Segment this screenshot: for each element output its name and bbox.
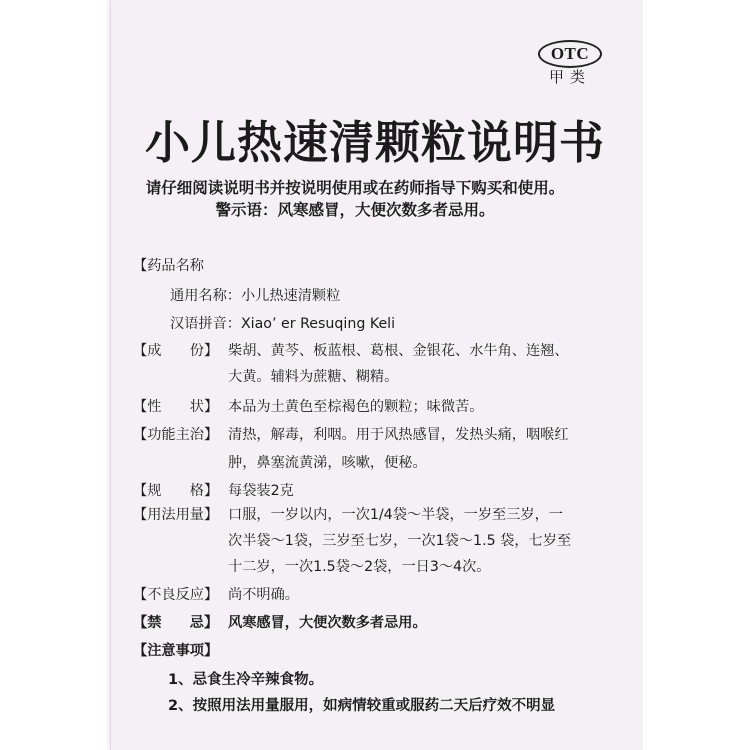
ingredients-text-2: 大黄。辅料为蔗糖、糊精。 bbox=[228, 369, 399, 385]
contraindications-text: 风寒感冒，大便次数多者忌用。 bbox=[228, 615, 427, 631]
otc-class-label: 甲类 bbox=[549, 68, 592, 86]
precautions-heading: 【注意事项】 bbox=[133, 643, 219, 659]
pinyin-name: 汉语拼音：Xiao’ er Resuqing Keli bbox=[170, 316, 396, 332]
properties-text: 本品为土黄色至棕褐色的颗粒；味微苦。 bbox=[228, 399, 484, 415]
dosage-text-2: 次半袋～1袋，三岁至七岁，一次1袋～1.5 袋，七岁至 bbox=[228, 533, 572, 549]
dosage-text-1: 口服，一岁以内，一次1/4袋～半袋，一岁至三岁，一 bbox=[228, 507, 563, 523]
contraindications-heading: 【禁 忌】 bbox=[133, 615, 219, 631]
dosage-text-3: 十二岁，一次1.5袋～2袋，一日3～4次。 bbox=[228, 559, 491, 575]
leaflet-title: 小儿热速清颗粒说明书 bbox=[144, 116, 605, 169]
ingredients-text-1: 柴胡、黄芩、板蓝根、葛根、金银花、水牛角、连翘、 bbox=[228, 343, 569, 359]
specification-text: 每袋装2克 bbox=[228, 483, 294, 499]
ingredients-heading: 【成 份】 bbox=[133, 343, 219, 359]
drug-name-heading: 【药品名称 bbox=[133, 258, 204, 274]
read-instruction-notice: 请仔细阅读说明书并按说明使用或在药师指导下购买和使用。 bbox=[145, 179, 565, 197]
specification-heading: 【规 格】 bbox=[133, 483, 219, 499]
precaution-item: 1、忌食生冷辛辣食物。 bbox=[168, 672, 324, 688]
otc-mark: OTC bbox=[538, 40, 602, 68]
generic-name: 通用名称：小儿热速清颗粒 bbox=[170, 288, 341, 304]
precaution-item: 2、按照用法用量服用，如病情较重或服药二天后疗效不明显 bbox=[168, 698, 556, 714]
properties-heading: 【性 状】 bbox=[133, 399, 219, 415]
adverse-reactions-text: 尚不明确。 bbox=[228, 587, 299, 603]
adverse-reactions-heading: 【不良反应】 bbox=[133, 587, 219, 603]
warning-notice: 警示语：风寒感冒，大便次数多者忌用。 bbox=[215, 201, 495, 219]
indications-text-2: 肿，鼻塞流黄涕，咳嗽，便秘。 bbox=[228, 455, 427, 471]
indications-heading: 【功能主治】 bbox=[133, 427, 219, 443]
dosage-heading: 【用法用量】 bbox=[133, 507, 219, 523]
indications-text-1: 清热，解毒，利咽。用于风热感冒，发热头痛，咽喉红 bbox=[228, 427, 569, 443]
